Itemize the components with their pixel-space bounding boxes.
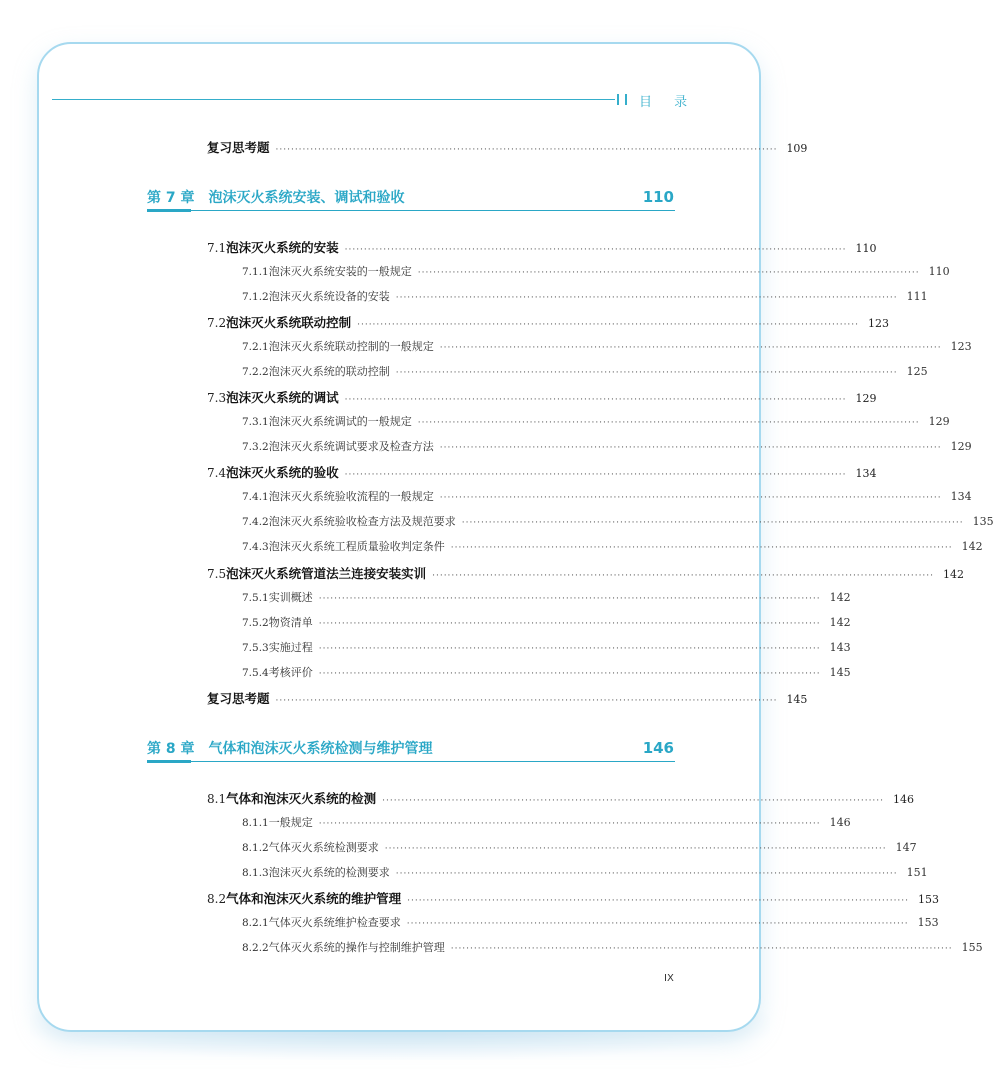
leader-dots: ·································································································································· [318,619,821,629]
chapter-underline [191,761,675,762]
toc-subsection[interactable] [242,538,983,554]
toc-entry-title: 泡沫灭火系统验收检查方法及规范要求 [268,515,456,528]
leader-dots: ·································································································································· [395,293,898,303]
toc-entry-title: 泡沫灭火系统联动控制 [226,315,352,330]
toc-entry-page: 142 [943,568,965,581]
chapter-heading[interactable] [147,185,674,209]
toc-section[interactable] [207,238,877,256]
toc-entry-page: 153 [918,893,940,906]
toc-entry-page: 143 [829,641,851,654]
toc-entry-page: 109 [786,142,808,155]
toc-subsection[interactable] [242,438,972,454]
leader-dots: ·································································································································· [439,343,942,353]
toc-entry-page: 145 [829,666,851,679]
toc-subsection[interactable] [242,864,928,880]
toc-entry-number: 8.1.2 [242,842,269,854]
toc-entry-page: 111 [906,290,928,303]
toc-entry-title: 一般规定 [268,816,313,829]
toc-entry-page: 123 [950,340,972,353]
toc-section[interactable] [207,463,877,481]
leader-dots: ·································································································································· [275,145,778,155]
leader-dots: ·································································································································· [395,869,898,879]
toc-entry-title: 泡沫灭火系统设备的安装 [268,290,390,303]
toc-entry-review[interactable] [207,689,808,707]
toc-entry-page: 142 [961,540,983,553]
toc-entry-page: 145 [786,693,808,706]
toc-entry-number: 8.2.1 [242,917,269,929]
chapter-page: 146 [642,739,674,757]
toc-entry-page: 129 [950,440,972,453]
toc-entry-title: 泡沫灭火系统联动控制的一般规定 [268,340,434,353]
toc-entry-number: 8.1 [207,792,227,806]
toc-subsection[interactable] [242,589,851,605]
toc-entry-number: 7.1.2 [242,291,269,303]
toc-entry-title: 泡沫灭火系统调试要求及检查方法 [268,440,434,453]
toc-entry-title: 复习思考题 [207,140,270,155]
toc-entry-title: 气体和泡沫灭火系统的检测 [226,791,377,806]
toc-entry-number: 7.1 [207,241,227,255]
toc-entry-title: 气体灭火系统维护检查要求 [268,916,401,929]
leader-dots: ·································································································································· [439,493,942,503]
toc-entry-title: 泡沫灭火系统工程质量验收判定条件 [268,540,445,553]
toc-entry-page: 134 [950,490,972,503]
chapter-underline-accent [147,209,191,212]
toc-entry-title: 气体灭火系统检测要求 [268,841,379,854]
toc-subsection[interactable] [242,639,851,655]
toc-entry-title: 实施过程 [268,641,313,654]
toc-subsection[interactable] [242,363,928,379]
leader-dots: ·································································································································· [357,320,860,330]
leader-dots: ·································································································································· [318,819,821,829]
toc-entry-title: 实训概述 [268,591,313,604]
page-number: IX [664,973,674,984]
leader-dots: ·································································································································· [344,395,847,405]
toc-entry-title: 物资清单 [268,616,313,629]
toc-entry-title: 泡沫灭火系统调试的一般规定 [268,415,412,428]
toc-subsection[interactable] [242,664,851,680]
toc-entry-number: 7.5.1 [242,592,269,604]
toc-entry-title: 泡沫灭火系统安装的一般规定 [268,265,412,278]
toc-entry-page: 110 [928,265,950,278]
toc-subsection[interactable] [242,263,950,279]
leader-dots: ·································································································································· [432,571,935,581]
toc-entry-title: 气体灭火系统的操作与控制维护管理 [268,941,445,954]
toc-entry-number: 7.5.2 [242,617,269,629]
leader-dots: ·································································································································· [275,696,778,706]
toc-entry-page: 129 [928,415,950,428]
leader-dots: ·································································································································· [344,245,847,255]
toc-entry-page: 147 [895,841,917,854]
toc-section[interactable] [207,564,965,582]
leader-dots: ·································································································································· [406,919,909,929]
toc-subsection[interactable] [242,488,972,504]
toc-entry-title: 泡沫灭火系统的安装 [226,240,339,255]
toc-entry-number: 8.2.2 [242,942,269,954]
chapter-title: 泡沫灭火系统安装、调试和验收 [208,190,405,206]
toc-entry-number: 8.2 [207,892,227,906]
chapter-label: 第 8 章 [147,741,195,757]
toc-section[interactable] [207,789,915,807]
toc-entry-title: 考核评价 [268,666,313,679]
toc-entry-page: 142 [829,616,851,629]
toc-entry-page: 151 [906,866,928,879]
toc-entry-number: 7.4.2 [242,516,269,528]
toc-entry-number: 8.1.1 [242,817,269,829]
toc-entry-title: 泡沫灭火系统的联动控制 [268,365,390,378]
toc-entry-title: 泡沫灭火系统的调试 [226,390,339,405]
leader-dots: ·································································································································· [344,470,847,480]
toc-entry-title: 泡沫灭火系统的验收 [226,465,339,480]
toc-entry-page: 146 [829,816,851,829]
toc-subsection[interactable] [242,614,851,630]
toc-subsection[interactable] [242,338,972,354]
toc-subsection[interactable] [242,914,939,930]
toc-subsection[interactable] [242,939,983,955]
chapter-title: 气体和泡沫灭火系统检测与维护管理 [208,741,433,757]
chapter-underline-accent [147,760,191,763]
leader-dots: ·································································································································· [318,669,821,679]
toc-entry-number: 7.5 [207,567,227,581]
toc-entry-page: 153 [917,916,939,929]
toc-entry-number: 7.4.3 [242,541,269,553]
toc-entry-page: 123 [868,317,890,330]
toc-subsection[interactable] [242,839,917,855]
toc-entry-number: 7.3 [207,391,227,405]
toc-entry-page: 134 [855,467,877,480]
toc-entry-page: 125 [906,365,928,378]
leader-dots: ·································································································································· [439,443,942,453]
toc-entry-number: 7.2.2 [242,366,269,378]
header-ornament [617,94,627,105]
toc-entry-title: 复习思考题 [207,691,270,706]
toc-entry-number: 7.2.1 [242,341,269,353]
chapter-page: 110 [642,188,674,206]
leader-dots: ·································································································································· [461,518,964,528]
toc-entry-page: 135 [972,515,994,528]
leader-dots: ·································································································································· [395,368,898,378]
chapter-label: 第 7 章 [147,190,195,206]
toc-entry-review[interactable] [207,138,808,156]
toc-subsection[interactable] [242,814,851,830]
toc-entry-page: 142 [829,591,851,604]
leader-dots: ·································································································································· [417,268,920,278]
toc-section[interactable] [207,889,940,907]
toc-entry-page: 129 [855,392,877,405]
toc-entry-number: 7.3.2 [242,441,269,453]
leader-dots: ·································································································································· [407,896,910,906]
toc-entry-title: 泡沫灭火系统的检测要求 [268,866,390,879]
toc-subsection[interactable] [242,513,994,529]
leader-dots: ·································································································································· [318,594,821,604]
chapter-heading[interactable] [147,736,674,760]
toc-entry-number: 7.2 [207,316,227,330]
toc-entry-title: 泡沫灭火系统管道法兰连接安装实训 [226,566,427,581]
toc-entry-number: 7.4.1 [242,491,269,503]
leader-dots: ·································································································································· [450,944,953,954]
toc-entry-number: 7.1.1 [242,266,269,278]
leader-dots: ·································································································································· [417,418,920,428]
leader-dots: ·································································································································· [318,644,821,654]
toc-entry-title: 气体和泡沫灭火系统的维护管理 [226,891,402,906]
toc-entry-number: 7.4 [207,466,227,480]
toc-entry-page: 146 [893,793,915,806]
chapter-underline [191,210,675,211]
toc-section[interactable] [207,313,890,331]
toc-entry-number: 7.3.1 [242,416,269,428]
toc-entry-number: 8.1.3 [242,867,269,879]
leader-dots: ·································································································································· [384,844,887,854]
header-rule [52,99,615,100]
leader-dots: ·································································································································· [382,796,885,806]
leader-dots: ·································································································································· [450,543,953,553]
toc-subsection[interactable] [242,413,950,429]
running-header: 目 录 [639,95,697,110]
toc-entry-number: 7.5.3 [242,642,269,654]
toc-subsection[interactable] [242,288,928,304]
toc-section[interactable] [207,388,877,406]
toc-entry-title: 泡沫灭火系统验收流程的一般规定 [268,490,434,503]
toc-entry-page: 155 [961,941,983,954]
toc-entry-page: 110 [855,242,877,255]
toc-entry-number: 7.5.4 [242,667,269,679]
